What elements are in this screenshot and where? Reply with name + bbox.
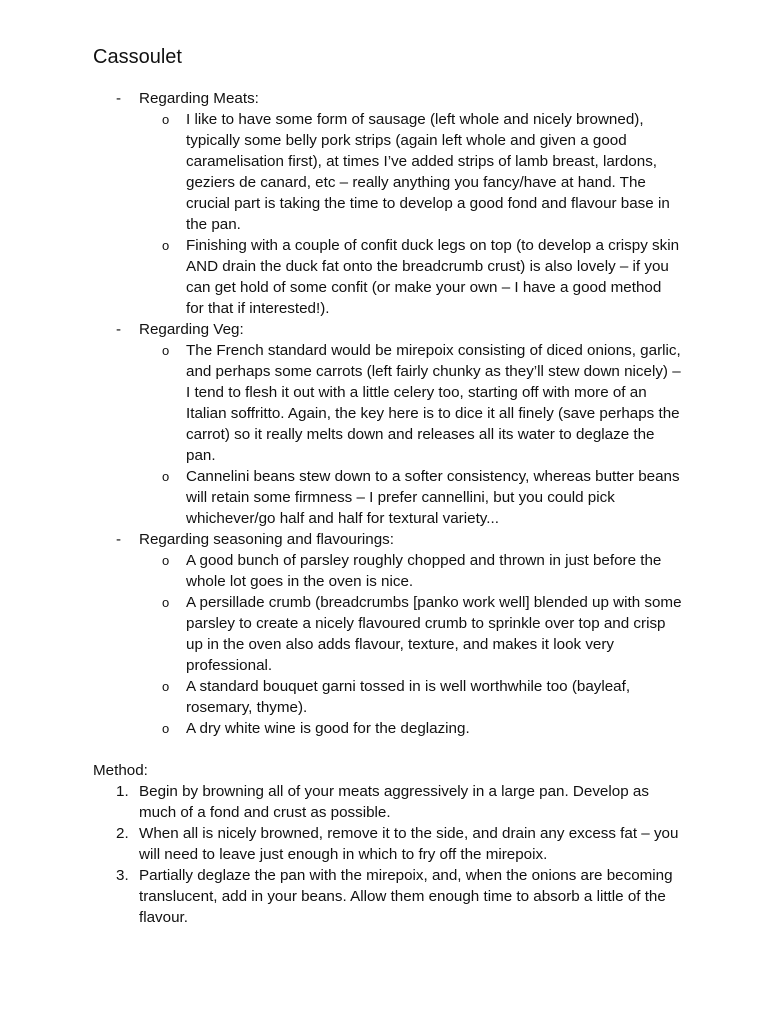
section-veg: [0, 319, 768, 340]
dash-bullet: -: [116, 531, 122, 548]
list-item-text: The French standard would be mirepoix consisting of diced onions, garlic, and perhaps some carrots (left fairly chunky as they’ll stew down nicely) – I tend to flesh it out with a little celery too, starting off with more of an Italian soffritto. Again, the key here is to dice it all finely (save perhaps the carrot) so it really melts down and releases all its water to deglaze the pan.: [186, 342, 681, 464]
circle-bullet: o: [162, 112, 170, 127]
list-item: [0, 718, 768, 739]
list-item: [0, 340, 768, 466]
list-item-text: A standard bouquet garni tossed in is well worthwhile too (bayleaf, rosemary, thyme).: [186, 678, 631, 716]
circle-bullet: o: [162, 595, 170, 610]
method-heading: Method:: [93, 762, 148, 779]
section-seasoning: [0, 529, 768, 550]
list-item-text: A persillade crumb (breadcrumbs [panko work well] blended up with some parsley to create a nicely flavoured crumb to sprinkle over top and crisp up in the oven also adds flavour, texture, and makes it look very professional.: [186, 594, 682, 674]
circle-bullet: o: [162, 721, 170, 736]
circle-bullet: o: [162, 343, 170, 358]
circle-bullet: o: [162, 553, 170, 568]
section-heading: Regarding Meats:: [139, 90, 259, 107]
list-item-text: A dry white wine is good for the deglazing.: [186, 720, 470, 737]
page-title: Cassoulet: [93, 46, 182, 68]
dash-bullet: -: [116, 90, 122, 107]
circle-bullet: o: [162, 238, 170, 253]
list-item: [0, 109, 768, 235]
method-step: [0, 865, 768, 928]
step-number: 3.: [116, 867, 129, 884]
circle-bullet: o: [162, 469, 170, 484]
step-number: 2.: [116, 825, 129, 842]
list-item: [0, 676, 768, 718]
dash-bullet: -: [116, 321, 122, 338]
list-item-text: Finishing with a couple of confit duck legs on top (to develop a crispy skin AND drain the duck fat onto the breadcrumb crust) is also lovely – if you can get hold of some confit (or make your own – I have a good method for that if interested!).: [186, 237, 680, 317]
method-step: [0, 823, 768, 865]
list-item-text: I like to have some form of sausage (left whole and nicely browned), typically some belly pork strips (again left whole and given a good caramelisation first), at times I’ve added strips of lamb breast, lardons, geziers de canard, etc – really anything you fancy/have at hand. The crucial part is taking the time to develop a good fond and flavour base in the pan.: [186, 111, 670, 233]
step-text: When all is nicely browned, remove it to the side, and drain any excess fat – you will need to leave just enough in which to fry off the mirepoix.: [139, 825, 679, 863]
list-item: [0, 550, 768, 592]
list-item-text: Cannelini beans stew down to a softer consistency, whereas butter beans will retain some firmness – I prefer cannellini, but you could pick whichever/go half and half for textural variety...: [186, 468, 680, 527]
section-meats: [0, 88, 768, 109]
section-heading: Regarding seasoning and flavourings:: [139, 531, 394, 548]
list-item: [0, 466, 768, 529]
circle-bullet: o: [162, 679, 170, 694]
step-text: Partially deglaze the pan with the mirepoix, and, when the onions are becoming translucent, add in your beans. Allow them enough time to absorb a little of the flavour.: [139, 867, 673, 926]
list-item-text: A good bunch of parsley roughly chopped and thrown in just before the whole lot goes in the oven is nice.: [186, 552, 662, 590]
list-item: [0, 235, 768, 319]
list-item: [0, 592, 768, 676]
document-body: [0, 88, 768, 928]
step-number: 1.: [116, 783, 129, 800]
step-text: Begin by browning all of your meats aggressively in a large pan. Develop as much of a fond and crust as possible.: [139, 783, 649, 821]
section-heading: Regarding Veg:: [139, 321, 244, 338]
method-step: [0, 781, 768, 823]
